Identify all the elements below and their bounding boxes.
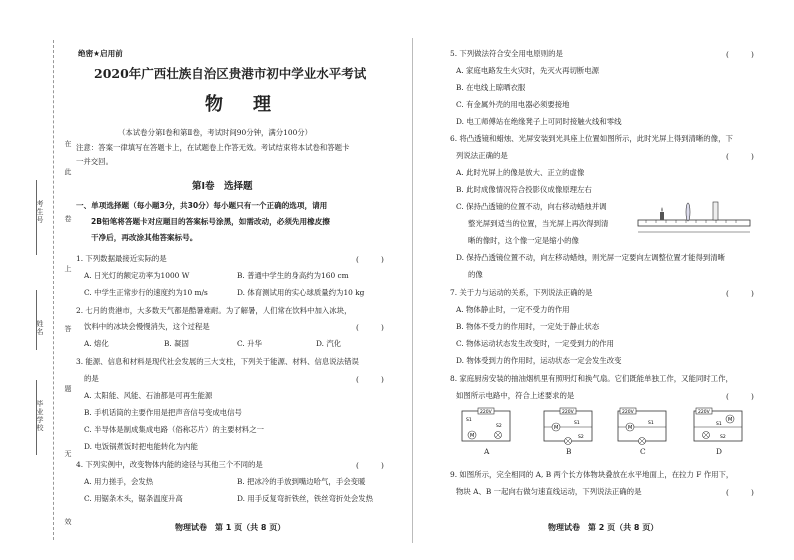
q1-answer-paren: ( ) [356, 255, 384, 264]
q6-option-c-3: 晰的像时，这个像一定是缩小的像 [468, 236, 579, 245]
circuit-a-figure [458, 405, 514, 445]
q1-option-d: D. 体育测试用的实心球质量约为10 kg [237, 288, 365, 297]
circuit-b-label: B [566, 447, 572, 456]
binding-char: 在 [64, 140, 72, 148]
circuit-c-figure [614, 405, 670, 445]
section-intro-3: 干净后，再改涂其他答案标号。 [91, 233, 198, 242]
circuit-c-voltage: 220V [622, 410, 634, 415]
notice-line-2: 一并交回。 [76, 157, 113, 166]
switch-s2-label: S2 [578, 435, 584, 440]
q9-stem-1: 9. 如图所示，完全相同的 A, B 两个长方体物块叠放在水平地面上，在拉力 F 作用下， [450, 470, 734, 479]
switch-s2-label: S2 [720, 435, 726, 440]
switch-s1-label: S1 [466, 418, 472, 423]
q8-stem-1: 8. 家庭厨房安装的抽油烟机里有照明灯和换气扇。它们既能单独工作，又能同时工作， [450, 374, 733, 383]
q4-stem: 4. 下列实例中，改变物体内能的途径与其他三个不同的是 [76, 460, 263, 469]
q7-option-b: B. 物体不受力的作用时，一定处于静止状态 [456, 322, 600, 331]
page-divider [412, 38, 413, 543]
circuit-d-label: D [716, 447, 722, 456]
switch-s1-label: S1 [648, 421, 654, 426]
circuit-a-voltage: 220V [480, 410, 492, 415]
q3-option-d: D. 电饭锅煮饭时把电能转化为内能 [84, 442, 198, 451]
q7-stem: 7. 关于力与运动的关系，下列说法正确的是 [450, 288, 593, 297]
q4-option-c: C. 用锯条木头，锯条温度升高 [84, 494, 183, 503]
binding-line [53, 40, 54, 540]
q1-stem: 1. 下列数据最接近实际的是 [76, 254, 167, 263]
circuit-a-label: A [484, 447, 490, 456]
binding-char: 效 [64, 518, 72, 526]
q6-stem-2: 列说法正确的是 [456, 151, 508, 160]
q2-option-a: A. 熔化 [84, 339, 109, 348]
q5-answer-paren: ( ) [726, 50, 754, 59]
q9-stem-2: 物块 A、B 一起向右做匀速直线运动，下列说法正确的是 [456, 487, 642, 496]
q6-stem-1: 6. 将凸透镜和蜡烛、光屏安装到光具座上位置如图所示，此时光屏上得到清晰的像，下 [450, 134, 733, 143]
q5-option-b: B. 在电线上晾晒衣服 [456, 83, 526, 92]
q9-answer-paren: ( ) [726, 488, 754, 497]
q4-answer-paren: ( ) [356, 461, 384, 470]
school-label: 毕业学校 [36, 400, 44, 432]
exam-number-underline [36, 180, 37, 255]
school-underline [36, 380, 37, 455]
q6-option-d-2: 的像 [468, 270, 483, 279]
q2-option-b: B. 凝固 [164, 339, 189, 348]
footer-left: 物理试卷 第 1 页（共 8 页） [175, 523, 286, 532]
q7-option-d: D. 物体受到力的作用时，运动状态一定会发生改变 [456, 356, 622, 365]
circuit-b-figure [540, 405, 596, 445]
q7-option-a: A. 物体静止时，一定不受力的作用 [456, 305, 570, 314]
q3-answer-paren: ( ) [356, 375, 384, 384]
section-title: 第Ⅰ卷 选择题 [192, 181, 253, 192]
secret-mark: 绝密★启用前 [78, 49, 123, 58]
name-label: 姓名 [36, 320, 44, 336]
motor-symbol: M [728, 417, 733, 423]
q4-option-a: A. 用力搓手，会发热 [84, 477, 154, 486]
q6-option-b: B. 此时成像情况符合投影仪成像原理左右 [456, 185, 592, 194]
binding-char: 上 [64, 265, 72, 273]
q6-option-a: A. 此时光屏上的像是放大、正立的虚像 [456, 168, 585, 177]
circuit-b-voltage: 220V [562, 410, 574, 415]
subject-title: 物 理 [205, 94, 277, 115]
binding-char: 答 [64, 325, 72, 333]
binding-char: 卷 [64, 215, 72, 223]
q5-option-a: A. 家庭电路发生火灾时，先灭火再切断电源 [456, 66, 600, 75]
q2-option-d: D. 汽化 [316, 339, 342, 348]
q2-stem-1: 2. 七月的贵港市，大多数天气都是酷暑难耐。为了解暑，人们常在饮料中加入冰块， [76, 306, 352, 315]
section-intro-1: 一、单项选择题（每小题3分，共30分）每小题只有一个正确的选项，请用 [76, 201, 328, 210]
q6-option-c-2: 整光屏到适当的位置，当光屏上再次得到清 [468, 219, 609, 228]
name-underline [36, 290, 37, 350]
q7-answer-paren: ( ) [726, 289, 754, 298]
switch-s2-label: S2 [496, 424, 502, 429]
q5-stem: 5. 下列做法符合安全用电原则的是 [450, 49, 563, 58]
q4-option-b: B. 把冰冷的手放到嘴边哈气，手会变暖 [237, 477, 366, 486]
q7-option-c: C. 物体运动状态发生改变时，一定受到力的作用 [456, 339, 614, 348]
q1-option-c: C. 中学生正常步行的速度约为10 m/s [84, 288, 208, 297]
q2-stem-2: 饮料中的冰块会慢慢消失，这个过程是 [84, 322, 210, 331]
q5-option-d: D. 电工师傅站在绝缘凳子上可同时接触火线和零线 [456, 117, 622, 126]
footer-right: 物理试卷 第 2 页（共 8 页） [548, 523, 659, 532]
q6-option-d-1: D. 保持凸透镜位置不动，向左移动蜡烛，则光屏一定要向左调整位置才能得到清晰 [456, 253, 726, 262]
circuit-c-label: C [640, 447, 646, 456]
motor-symbol: M [628, 425, 633, 431]
exam-note: （本试卷分第Ⅰ卷和第Ⅱ卷，考试时间90分钟，满分100分） [118, 128, 313, 137]
exam-number-label: 考生号 [36, 200, 44, 224]
section-intro-2: 2B铅笔将答题卡对应题目的答案标号涂黑，如需改动，必须先用橡皮擦 [91, 217, 330, 226]
q2-answer-paren: ( ) [356, 323, 384, 332]
circuit-d-figure [690, 405, 746, 445]
q8-answer-paren: ( ) [726, 392, 754, 401]
q3-option-c: C. 半导体是制成集成电路（俗称芯片）的主要材料之一 [84, 425, 265, 434]
binding-char: 无 [64, 450, 72, 458]
binding-char: 题 [64, 385, 72, 393]
q1-option-a: A. 日光灯的额定功率为1000 W [84, 271, 190, 280]
exam-title: 2020年广西壮族自治区贵港市初中学业水平考试 [94, 66, 367, 81]
switch-s1-label: S1 [574, 421, 580, 426]
q5-option-c: C. 有金属外壳的用电器必须要接地 [456, 100, 570, 109]
binding-char: 此 [64, 168, 72, 176]
q4-option-d: D. 用手反复弯折铁丝，铁丝弯折处会发热 [237, 494, 374, 503]
notice-line-1: 注意：答案一律填写在答题卡上，在试题卷上作答无效。考试结束将本试卷和答题卡 [76, 143, 350, 152]
motor-symbol: M [554, 425, 559, 431]
q3-stem-1: 3. 能源、信息和材料是现代社会发展的三大支柱，下列关于能源、材料、信息说法错误 [76, 357, 359, 366]
q3-option-a: A. 太阳能、风能、石油都是可再生能源 [84, 391, 213, 400]
q1-option-b: B. 普通中学生的身高约为160 cm [237, 271, 349, 280]
q6-option-c-1: C. 保持凸透镜的位置不动，向右移动蜡烛并调 [456, 202, 607, 211]
q3-stem-2: 的是 [84, 374, 99, 383]
q6-answer-paren: ( ) [726, 152, 754, 161]
q3-option-b: B. 手机话筒的主要作用是把声音信号变成电信号 [84, 408, 242, 417]
motor-symbol: M [470, 433, 475, 439]
optical-bench-figure [636, 198, 754, 238]
q2-option-c: C. 升华 [237, 339, 262, 348]
circuit-d-voltage: 220V [698, 410, 710, 415]
q8-stem-2: 如图所示电路中，符合上述要求的是 [456, 391, 575, 400]
switch-s1-label: S1 [716, 422, 722, 427]
